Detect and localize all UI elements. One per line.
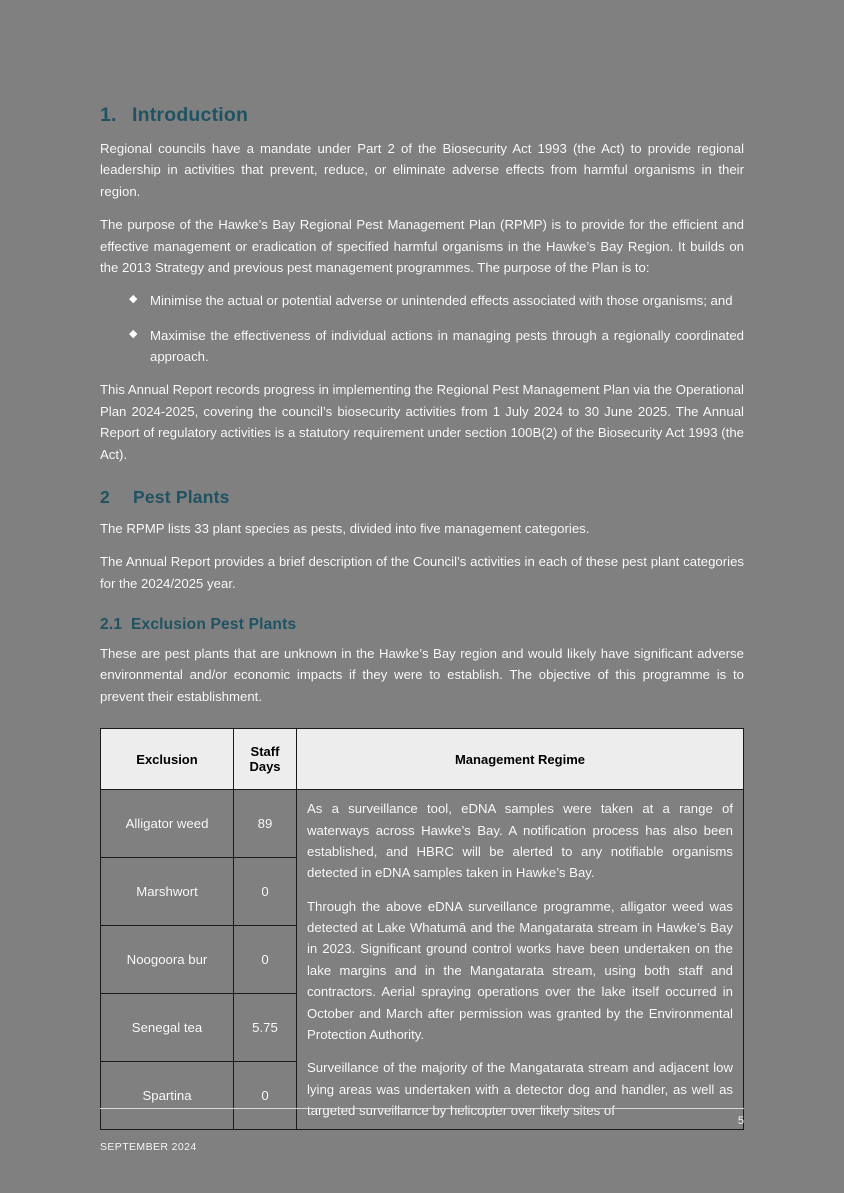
pest-plants-paragraph-1: The RPMP lists 33 plant species as pests, divided into five management categories. [100,520,590,536]
intro-paragraph-2: The purpose of the Hawke’s Bay Regional Pest Management Plan (RPMP) is to provide for the efficient and effective management or eradication of specified harmful organisms in the Hawke’s Bay Region. It builds on the 2013 Strategy and previous pest management programmes. The purpose of the Plan is to: [100,217,744,275]
exclusion-pest-plants-table [100,728,744,1130]
list-item-label: Minimise the actual or potential adverse or unintended effects associated with those organisms; and [150,293,733,309]
list-item [100,325,744,368]
intro-closing-paragraph: This Annual Report records progress in implementing the Regional Pest Management Plan via the Operational Plan 2024-2025, covering the council’s biosecurity activities from 1 July 2024 to 30 June 2025. The Annual Report of regulatory activities is a statutory requirement under section 100B(2) of the Biosecurity Act 1993 (the Act). [100,382,744,462]
table-header-row [101,729,744,790]
column-header-staff-days-line2: Days [249,759,281,775]
footer-divider [100,1108,744,1109]
list-item-label: Maximise the effectiveness of individual actions in managing pests through a regionally coordinated approach. [150,327,744,364]
page-content [100,104,744,1130]
cell-pest-name: Spartina [101,1062,234,1130]
heading-introduction-title: Introduction [132,104,249,126]
heading-introduction-number: 1. [100,104,117,126]
heading-exclusion-number: 2.1 [100,616,123,633]
bullet-diamond-icon: ◆ [129,293,138,306]
table-header [101,729,744,790]
heading-exclusion-pest-plants [100,616,744,634]
heading-exclusion-title: Exclusion Pest Plants [131,616,297,633]
page-footer [100,1108,744,1153]
footer-date-label: SEPTEMBER 2024 [100,1141,197,1153]
column-header-staff-days [234,729,297,790]
cell-staff-days: 0 [234,926,297,994]
cell-pest-name: Marshwort [101,858,234,926]
cell-staff-days: 89 [234,790,297,858]
cell-pest-name: Senegal tea [101,994,234,1062]
cell-staff-days: 0 [234,1062,297,1130]
page-number: 5 [737,1115,744,1127]
table-body [101,790,744,1130]
cell-staff-days: 0 [234,858,297,926]
list-item [100,290,744,311]
bullet-diamond-icon: ◆ [129,327,138,340]
cell-pest-name: Noogoora bur [101,926,234,994]
heading-pest-plants [100,487,744,508]
regime-paragraph-2: Through the above eDNA surveillance programme, alligator weed was detected at Lake Whatumā and the Mangatarata stream in Hawke’s Bay in 2023. Significant ground control works have been undertaken on the lake margins and in the Mangatarata stream, using both staff and contractors. Aerial spraying operations over the lake itself occurred in October and March after permission was granted by the Environmental Protection Authority. [307,898,733,1042]
heading-introduction [100,104,744,127]
regime-paragraph-1: As a surveillance tool, eDNA samples were taken at a range of waterways across Hawke’s Bay. A notification process has also been established, and HBRC will be alerted to any notifiable organisms detected in eDNA samples taken in Hawke’s Bay. [307,801,733,881]
cell-management-regime [297,790,744,1130]
cell-pest-name: Alligator weed [101,790,234,858]
heading-pest-plants-number: 2 [100,486,110,507]
column-header-staff-days-line1: Staff [250,744,280,760]
exclusion-paragraph-1: These are pest plants that are unknown in the Hawke’s Bay region and would likely have significant adverse environmental and/or economic impacts if they were to establish. The objective of this programme is to prevent their establishment. [100,646,744,704]
regime-paragraph-3: Surveillance of the majority of the Mangatarata stream and adjacent low lying areas was undertaken with a detector dog and handler, as well as targeted surveillance by helicopter over likely sites of [307,1060,733,1118]
column-header-exclusion: Exclusion [101,729,234,790]
table-row [101,790,744,858]
footer-row [100,1115,744,1153]
cell-staff-days: 5.75 [234,994,297,1062]
column-header-management-regime: Management Regime [297,729,744,790]
pest-plants-paragraph-2: The Annual Report provides a brief description of the Council’s activities in each of these pest plant categories for the 2024/2025 year. [100,554,744,591]
intro-paragraph-1: Regional councils have a mandate under Part 2 of the Biosecurity Act 1993 (the Act) to provide regional leadership in activities that prevent, reduce, or eliminate adverse effects from harmful organisms in their region. [100,141,744,199]
heading-pest-plants-title: Pest Plants [133,486,230,507]
intro-bullet-list [100,290,744,367]
